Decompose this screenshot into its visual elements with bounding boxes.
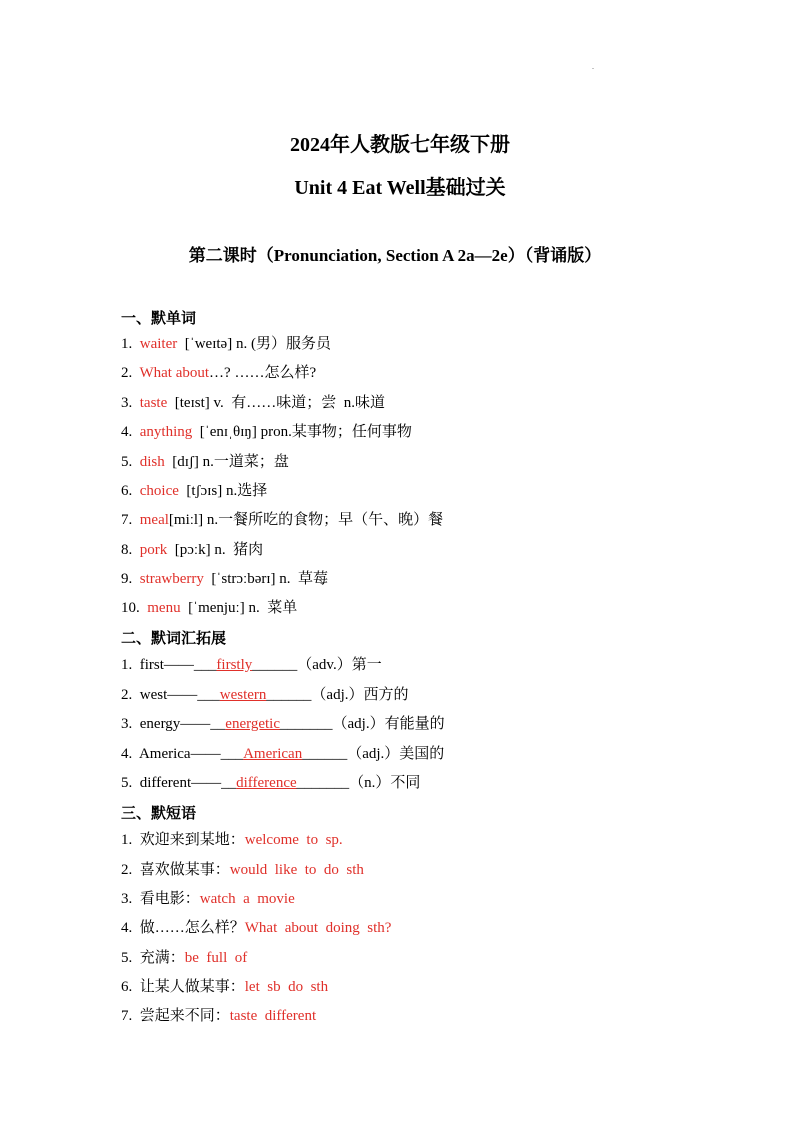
- answer-word: difference: [236, 775, 297, 791]
- answer-word: waiter: [139, 336, 178, 352]
- list-item: [121, 481, 267, 501]
- blank-before: __: [221, 775, 237, 791]
- item-number: 1.: [121, 832, 133, 848]
- answer-word: What about: [139, 365, 210, 381]
- answer-word: meal: [139, 512, 169, 528]
- item-number: 2.: [121, 862, 133, 878]
- item-number: 4.: [121, 746, 133, 762]
- corner-mark: .: [592, 62, 594, 71]
- item-definition: [tʃɔɪs] n.选择: [178, 483, 268, 499]
- answer-phrase: taste different: [229, 1008, 317, 1024]
- blank-after: ______: [252, 657, 298, 673]
- item-note: （adj.）有能量的: [332, 716, 445, 732]
- item-note: （adj.）美国的: [347, 746, 445, 762]
- item-definition: [ˈweɪtə] n. (男）服务员: [177, 336, 331, 352]
- item-number: 5.: [121, 454, 133, 470]
- base-word: different——: [139, 775, 222, 791]
- blank-before: ___: [193, 657, 217, 673]
- phrase-chinese: 欢迎来到某地：: [139, 832, 245, 848]
- answer-word: strawberry: [139, 571, 204, 587]
- answer-phrase: What about doing sth?: [244, 920, 392, 936]
- item-number: 1.: [121, 336, 133, 352]
- item-definition: [pɔːk] n. 猪肉: [167, 542, 264, 558]
- list-item: [121, 540, 263, 560]
- answer-word: pork: [139, 542, 168, 558]
- answer-word: western: [219, 687, 267, 703]
- list-item: [121, 422, 412, 442]
- answer-word: anything: [139, 424, 193, 440]
- answer-word: choice: [139, 483, 179, 499]
- blank-after: _______: [296, 775, 350, 791]
- phrase-chinese: 看电影：: [139, 891, 200, 907]
- list-item: [121, 393, 385, 413]
- phrase-chinese: 让某人做某事：: [139, 979, 245, 995]
- list-item: [121, 569, 328, 589]
- list-item: [121, 830, 343, 850]
- list-item: [121, 860, 364, 880]
- item-number: 2.: [121, 365, 133, 381]
- answer-word: menu: [147, 600, 181, 616]
- blank-after: ______: [266, 687, 312, 703]
- item-definition: [ˈenɪˌθɪŋ] pron.某事物；任何事物: [192, 424, 412, 440]
- list-item: [121, 452, 289, 472]
- item-number: 3.: [121, 891, 133, 907]
- list-item: [121, 363, 316, 383]
- item-number: 1.: [121, 657, 133, 673]
- list-item: [121, 948, 247, 968]
- list-item: [121, 510, 443, 530]
- list-item: [121, 655, 382, 675]
- list-item: [121, 977, 328, 997]
- list-item: [121, 598, 297, 618]
- item-number: 5.: [121, 775, 133, 791]
- item-number: 6.: [121, 483, 133, 499]
- item-note: （adv.）第一: [297, 657, 382, 673]
- blank-before: __: [210, 716, 226, 732]
- item-number: 6.: [121, 979, 133, 995]
- phrase-chinese: 尝起来不同：: [139, 1008, 230, 1024]
- item-number: 9.: [121, 571, 133, 587]
- item-note: （n.）不同: [349, 775, 421, 791]
- item-number: 7.: [121, 512, 133, 528]
- answer-phrase: welcome to sp.: [244, 832, 343, 848]
- answer-phrase: would like to do sth: [229, 862, 364, 878]
- list-item: [121, 773, 420, 793]
- item-definition: [dɪʃ] n.一道菜；盘: [164, 454, 289, 470]
- answer-word: energetic: [225, 716, 280, 732]
- item-definition: [ˈmenjuː] n. 菜单: [180, 600, 298, 616]
- item-number: 7.: [121, 1008, 133, 1024]
- answer-word: taste: [139, 395, 168, 411]
- answer-phrase: be full of: [184, 950, 248, 966]
- phrase-chinese: 做……怎么样？: [139, 920, 245, 936]
- answer-word: firstly: [216, 657, 253, 673]
- phrase-chinese: 喜欢做某事：: [139, 862, 230, 878]
- item-definition: [miːl] n.一餐所吃的食物；早（午、晚）餐: [168, 512, 444, 528]
- blank-before: ___: [220, 746, 244, 762]
- list-item: [121, 744, 444, 764]
- list-item: [121, 918, 391, 938]
- item-definition: [teɪst] v. 有……味道；尝 n.味道: [167, 395, 386, 411]
- item-number: 5.: [121, 950, 133, 966]
- item-number: 3.: [121, 395, 133, 411]
- section-heading-phrases: 三、默短语: [121, 806, 197, 822]
- answer-word: dish: [139, 454, 165, 470]
- item-number: 4.: [121, 424, 133, 440]
- base-word: energy——: [139, 716, 211, 732]
- list-item: [121, 334, 331, 354]
- base-word: west——: [139, 687, 198, 703]
- blank-before: ___: [197, 687, 220, 703]
- base-word: America——: [138, 746, 221, 762]
- blank-after: _______: [280, 716, 333, 732]
- list-item: [121, 1006, 316, 1026]
- item-number: 3.: [121, 716, 133, 732]
- section-heading-word-forms: 二、默词汇拓展: [121, 631, 227, 647]
- list-item: [121, 889, 295, 909]
- section-heading-words: 一、默单词: [121, 311, 197, 327]
- blank-after: ______: [302, 746, 348, 762]
- answer-phrase: watch a movie: [199, 891, 295, 907]
- answer-word: American: [243, 746, 303, 762]
- item-definition: [ˈstrɔːbərɪ] n. 草莓: [203, 571, 329, 587]
- answer-phrase: let sb do sth: [244, 979, 329, 995]
- document-title: 2024年人教版七年级下册: [290, 134, 510, 156]
- item-definition: …? ……怎么样?: [209, 365, 317, 381]
- list-item: [121, 714, 445, 734]
- unit-title: Unit 4 Eat Well基础过关: [294, 177, 506, 199]
- item-number: 4.: [121, 920, 133, 936]
- item-number: 2.: [121, 687, 133, 703]
- phrase-chinese: 充满：: [139, 950, 185, 966]
- list-item: [121, 685, 408, 705]
- base-word: first——: [139, 657, 194, 673]
- item-note: （adj.）西方的: [311, 687, 409, 703]
- lesson-subtitle: 第二课时（Pronunciation, Section A 2a—2e）（背诵版）: [188, 246, 602, 265]
- item-number: 8.: [121, 542, 133, 558]
- item-number: 10.: [121, 600, 140, 616]
